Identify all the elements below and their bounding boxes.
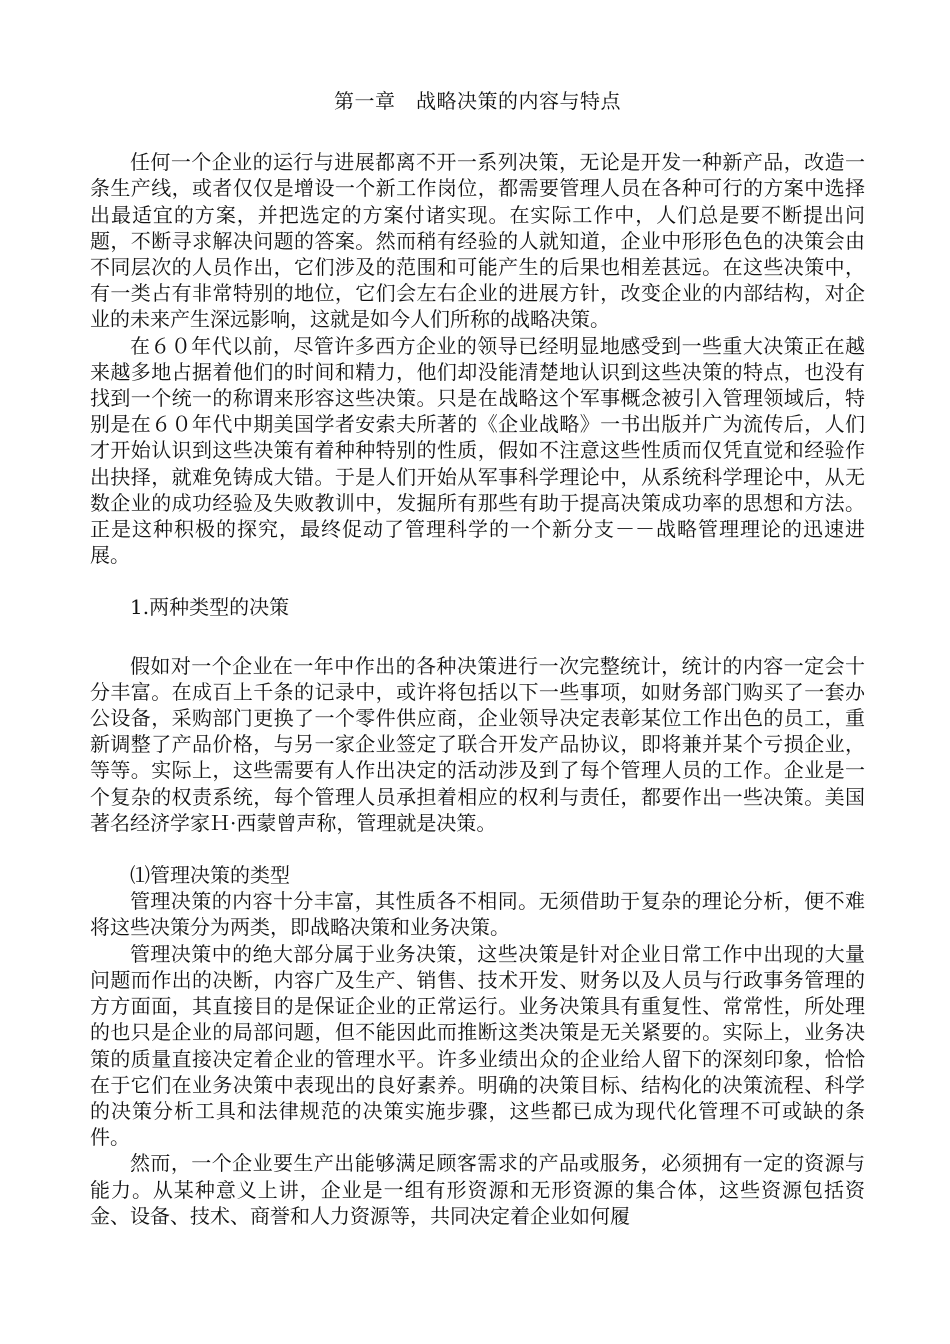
sub-heading: ⑴管理决策的类型: [130, 863, 290, 888]
sub-paragraph: 管理决策的内容十分丰富，其性质各不相同。无须借助于复杂的理论分析，便不难将这些决策分为两类，即战略决策和业务决策。: [90, 889, 865, 940]
section-heading: 1.两种类型的决策: [130, 595, 290, 620]
intro-paragraph: 在６０年代以前，尽管许多西方企业的领导已经明显地感受到一些重大决策正在越来越多地占据着他们的时间和精力，他们却没能清楚地认识到这些决策的特点，也没有找到一个统一的称谓来形容这些决策。只是在战略这个军事概念被引入管理领域后，特别是在６０年代中期美国学者安索夫所著的《企业战略》一书出版并广为流传后，人们才开始认识到这些决策有着种种特别的性质，假如不注意这些性质而仅凭直觉和经验作出抉择，就难免铸成大错。于是人们开始从军事科学理论中，从系统科学理论中，从无数企业的成功经验及失败教训中，发掘所有那些有助于提高决策成功率的思想和方法。正是这种积极的探究，最终促动了管理科学的一个新分支－－战略管理理论的迅速进展。: [90, 333, 865, 568]
sub-paragraph: 管理决策中的绝大部分属于业务决策，这些决策是针对企业日常工作中出现的大量问题而作出的决断，内容广及生产、销售、技术开发、财务以及人员与行政事务管理的方方面面，其直接目的是保证企业的正常运行。业务决策具有重复性、常常性，所处理的也只是企业的局部问题，但不能因此而推断这类决策是无关紧要的。实际上，业务决策的质量直接决定着企业的管理水平。许多业绩出众的企业给人留下的深刻印象，恰恰在于它们在业务决策中表现出的良好素养。明确的决策目标、结构化的决策流程、科学的决策分析工具和法律规范的决策实施步骤，这些都已成为现代化管理不可或缺的条件。: [90, 941, 865, 1150]
intro-paragraph: 任何一个企业的运行与进展都离不开一系列决策，无论是开发一种新产品，改造一条生产线，或者仅仅是增设一个新工作岗位，都需要管理人员在各种可行的方案中选择出最适宜的方案，并把选定的方案付诸实现。在实际工作中，人们总是要不断提出问题，不断寻求解决问题的答案。然而稍有经验的人就知道，企业中形形色色的决策会由不同层次的人员作出，它们涉及的范围和可能产生的后果也相差甚远。在这些决策中，有一类占有非常特别的地位，它们会左右企业的进展方针，改变企业的内部结构，对企业的未来产生深远影响，这就是如今人们所称的战略决策。: [90, 150, 865, 332]
chapter-title: 第一章 战略决策的内容与特点: [334, 89, 621, 113]
document-page: [90, 88, 865, 1229]
section-paragraph: 假如对一个企业在一年中作出的各种决策进行一次完整统计，统计的内容一定会十分丰富。在成百上千条的记录中，或许将包括以下一些事项，如财务部门购买了一套办公设备，采购部门更换了一个零件供应商，企业领导决定表彰某位工作出色的员工，重新调整了产品价格，与另一家企业签定了联合开发产品协议，即将兼并某个亏损企业，等等。实际上，这些需要有人作出决定的活动涉及到了每个管理人员的工作。企业是一个复杂的权责系统，每个管理人员承担着相应的权利与责任，都要作出一些决策。美国著名经济学家Ｈ·西蒙曾声称，管理就是决策。: [90, 653, 865, 835]
sub-paragraph: 然而，一个企业要生产出能够满足顾客需求的产品或服务，必须拥有一定的资源与能力。从某种意义上讲，企业是一组有形资源和无形资源的集合体，这些资源包括资金、设备、技术、商誉和人力资源等，共同决定着企业如何履: [90, 1151, 865, 1228]
